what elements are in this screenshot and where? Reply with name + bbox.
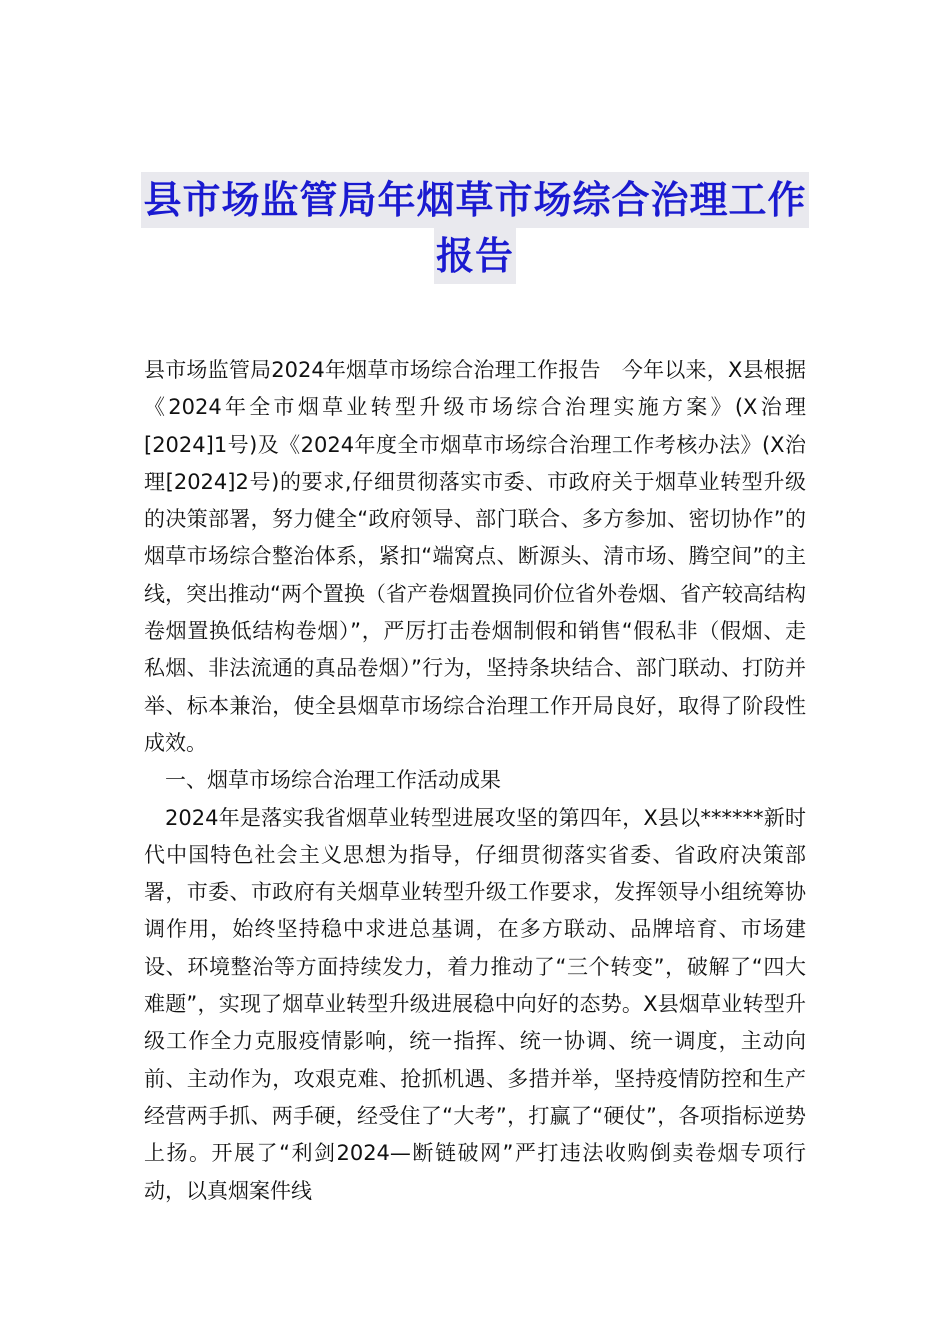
title-line-1: 县市场监管局年烟草市场综合治理工作 — [141, 172, 808, 228]
document-title — [100, 172, 850, 284]
section-heading-1: 一、烟草市场综合治理工作活动成果 — [165, 768, 501, 793]
paragraph-achievements: 2024年是落实我省烟草业转型进展攻坚的第四年，X县以******新时代中国特色社会主义思想为指导，仔细贯彻落实省委、省政府决策部署，市委、市政府有关烟草业转型升级工作要求，发挥领导小组统筹协调作用，始终坚持稳中求进总基调，在多方联动、品牌培育、市场建设、环境整治等方面持续发力，着力推动了“三个转变”，破解了“四大难题”，实现了烟草业转型升级进展稳中向好的态势。X县烟草业转型升级工作全力克服疫情影响，统一指挥、统一协调、统一调度，主动向前、主动作为，攻艰克难、抢抓机遇、多措并举，坚持疫情防控和生产经营两手抓、两手硬，经受住了“大考”，打赢了“硬仗”，各项指标逆势上扬。开展了“利剑2024—断链破网”严打违法收购倒卖卷烟专项行动，以真烟案件线 — [144, 805, 806, 1203]
paragraph-intro: 县市场监管局2024年烟草市场综合治理工作报告 今年以来，X县根据《2024年全市烟草业转型升级市场综合治理实施方案》(X治理[2024]1号)及《2024年度全市烟草市场综合治理工作考核办法》(X治理[2024]2号)的要求,仔细贯彻落实市委、市政府关于烟草业转型升级的决策部署，努力健全“政府领导、部门联合、多方参加、密切协作”的烟草市场综合整治体系，紧扣“端窝点、断源头、清市场、腾空间”的主线，突出推动“两个置换（省产卷烟置换同价位省外卷烟、省产较高结构卷烟置换低结构卷烟）”，严厉打击卷烟制假和销售“假私非（假烟、走私烟、非法流通的真品卷烟）”行为，坚持条块结合、部门联动、打防并举、标本兼治，使全县烟草市场综合治理工作开局良好，取得了阶段性成效。 — [144, 358, 806, 755]
title-line-2: 报告 — [434, 228, 516, 284]
document-body — [144, 352, 806, 1210]
